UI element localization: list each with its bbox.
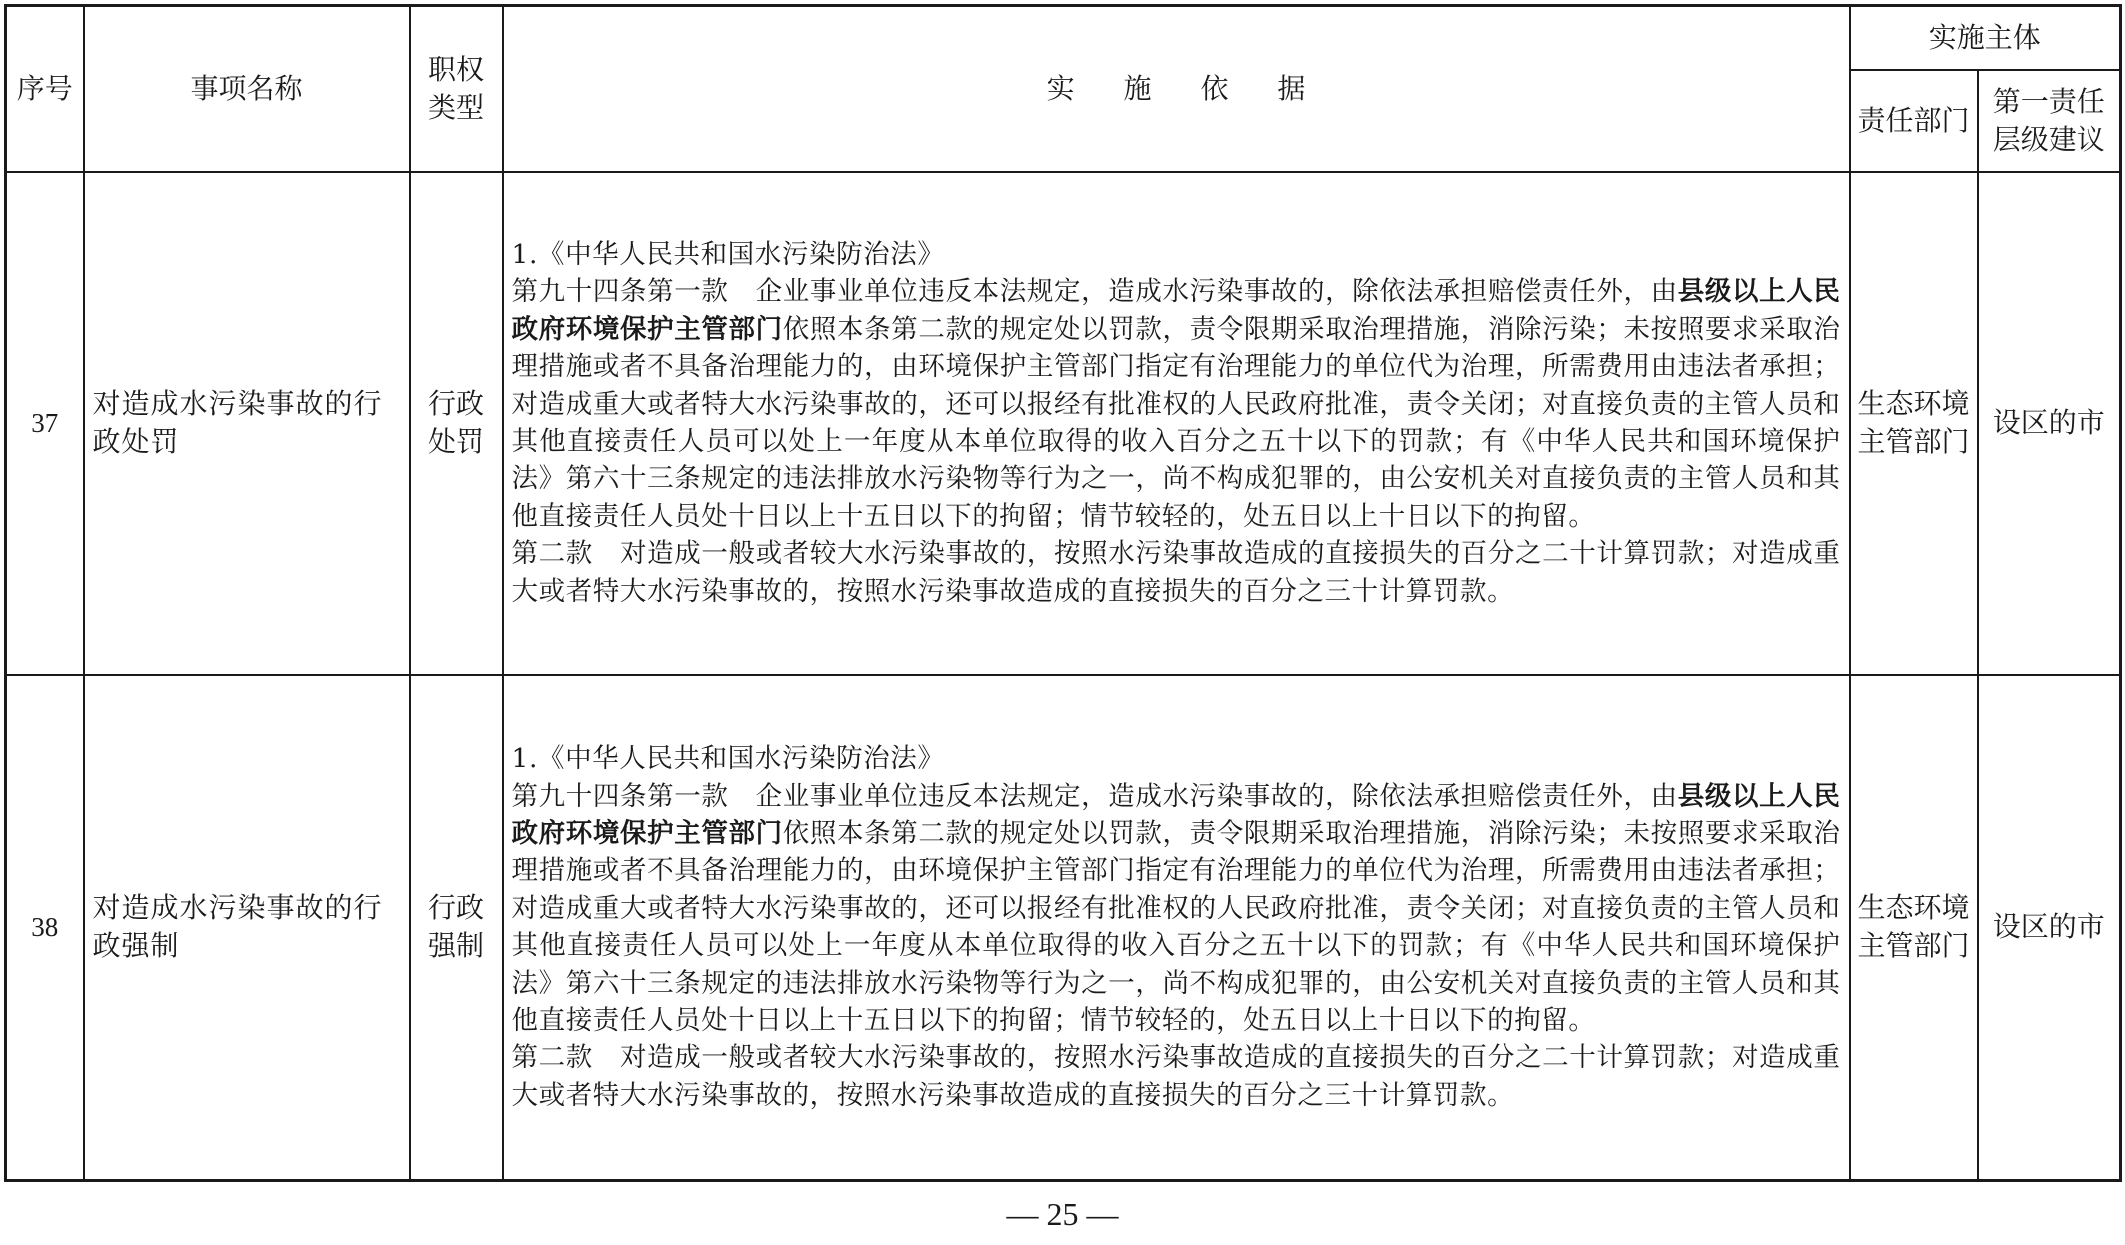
header-resp-dept: 责任部门 bbox=[1850, 70, 1978, 172]
header-basis: 实 施 依 据 bbox=[503, 6, 1850, 172]
row-seq: 37 bbox=[6, 172, 84, 675]
basis-p1-before: 第九十四条第一款 企业事业单位违反本法规定，造成水污染事故的，除依法承担赔偿责任外，由 bbox=[511, 780, 1678, 812]
basis-p1-bold: 县级以上人民政府环境保护主管部门 bbox=[511, 780, 1841, 850]
page-number: — 25 — bbox=[1006, 1196, 1119, 1232]
header-row-top bbox=[6, 6, 2121, 70]
basis-p1-bold: 县级以上人民政府环境保护主管部门 bbox=[511, 276, 1841, 345]
basis-paragraph-1 bbox=[512, 273, 1841, 535]
power-list-table bbox=[4, 4, 2122, 1182]
header-item-name: 事项名称 bbox=[84, 6, 410, 172]
row-seq: 38 bbox=[6, 675, 84, 1181]
table-row bbox=[6, 675, 2121, 1181]
power-list-table-container bbox=[4, 4, 2119, 1179]
row-basis bbox=[503, 172, 1850, 675]
row-item-name: 对造成水污染事故的行政处罚 bbox=[84, 172, 410, 675]
basis-p1-before: 第九十四条第一款 企业事业单位违反本法规定，造成水污染事故的，除依法承担赔偿责任外，由 bbox=[511, 276, 1678, 308]
table-row bbox=[6, 172, 2121, 675]
basis-paragraph-2: 第二款 对造成一般或者较大水污染事故的，按照水污染事故造成的直接损失的百分之二十计算罚款；对造成重大或者特大水污染事故的，按照水污染事故造成的直接损失的百分之三十计算罚款。 bbox=[511, 538, 1841, 607]
basis-law-title: 1.《中华人民共和国水污染防治法》 bbox=[511, 743, 945, 775]
header-power-type: 职权类型 bbox=[410, 6, 503, 172]
row-resp-dept: 生态环境主管部门 bbox=[1850, 675, 1978, 1181]
row-power-type: 行政强制 bbox=[410, 675, 503, 1181]
row-first-level: 设区的市 bbox=[1978, 675, 2121, 1181]
basis-paragraph-1 bbox=[512, 778, 1841, 1040]
header-first-level: 第一责任层级建议 bbox=[1978, 70, 2121, 172]
basis-p1-after: 依照本条第二款的规定处以罚款，责令限期采取治理措施，消除污染；未按照要求采取治理措施或者不具备治理能力的，由环境保护主管部门指定有治理能力的单位代为治理，所需费用由违法者承担；对造成重大或者特大水污染事故的，还可以报经有批准权的人民政府批准，责令关闭；对直接负责的主管人员和其他直接责任人员可以处上一年度从本单位取得的收入百分之五十以下的罚款；有《中华人民共和国环境保护法》第六十三条规定的违法排放水污染物等行为之一，尚不构成犯罪的，由公安机关对直接负责的主管人员和其他直接责任人员处十日以上十五日以下的拘留；情节较轻的，处五日以上十日以下的拘留。 bbox=[511, 818, 1841, 1037]
row-item-name: 对造成水污染事故的行政强制 bbox=[84, 675, 410, 1181]
row-first-level: 设区的市 bbox=[1978, 172, 2121, 675]
basis-paragraph-2: 第二款 对造成一般或者较大水污染事故的，按照水污染事故造成的直接损失的百分之二十计算罚款；对造成重大或者特大水污染事故的，按照水污染事故造成的直接损失的百分之三十计算罚款。 bbox=[511, 1042, 1841, 1111]
basis-p1-after: 依照本条第二款的规定处以罚款，责令限期采取治理措施，消除污染；未按照要求采取治理措施或者不具备治理能力的，由环境保护主管部门指定有治理能力的单位代为治理，所需费用由违法者承担；对造成重大或者特大水污染事故的，还可以报经有批准权的人民政府批准，责令关闭；对直接负责的主管人员和其他直接责任人员可以处上一年度从本单位取得的收入百分之五十以下的罚款；有《中华人民共和国环境保护法》第六十三条规定的违法排放水污染物等行为之一，尚不构成犯罪的，由公安机关对直接负责的主管人员和其他直接责任人员处十日以上十五日以下的拘留；情节较轻的，处五日以上十日以下的拘留。 bbox=[511, 313, 1841, 532]
header-seq: 序号 bbox=[6, 6, 84, 172]
header-subject: 实施主体 bbox=[1850, 6, 2121, 70]
row-basis bbox=[503, 675, 1850, 1181]
row-resp-dept: 生态环境主管部门 bbox=[1850, 172, 1978, 675]
row-power-type: 行政处罚 bbox=[410, 172, 503, 675]
basis-law-title: 1.《中华人民共和国水污染防治法》 bbox=[511, 238, 945, 270]
